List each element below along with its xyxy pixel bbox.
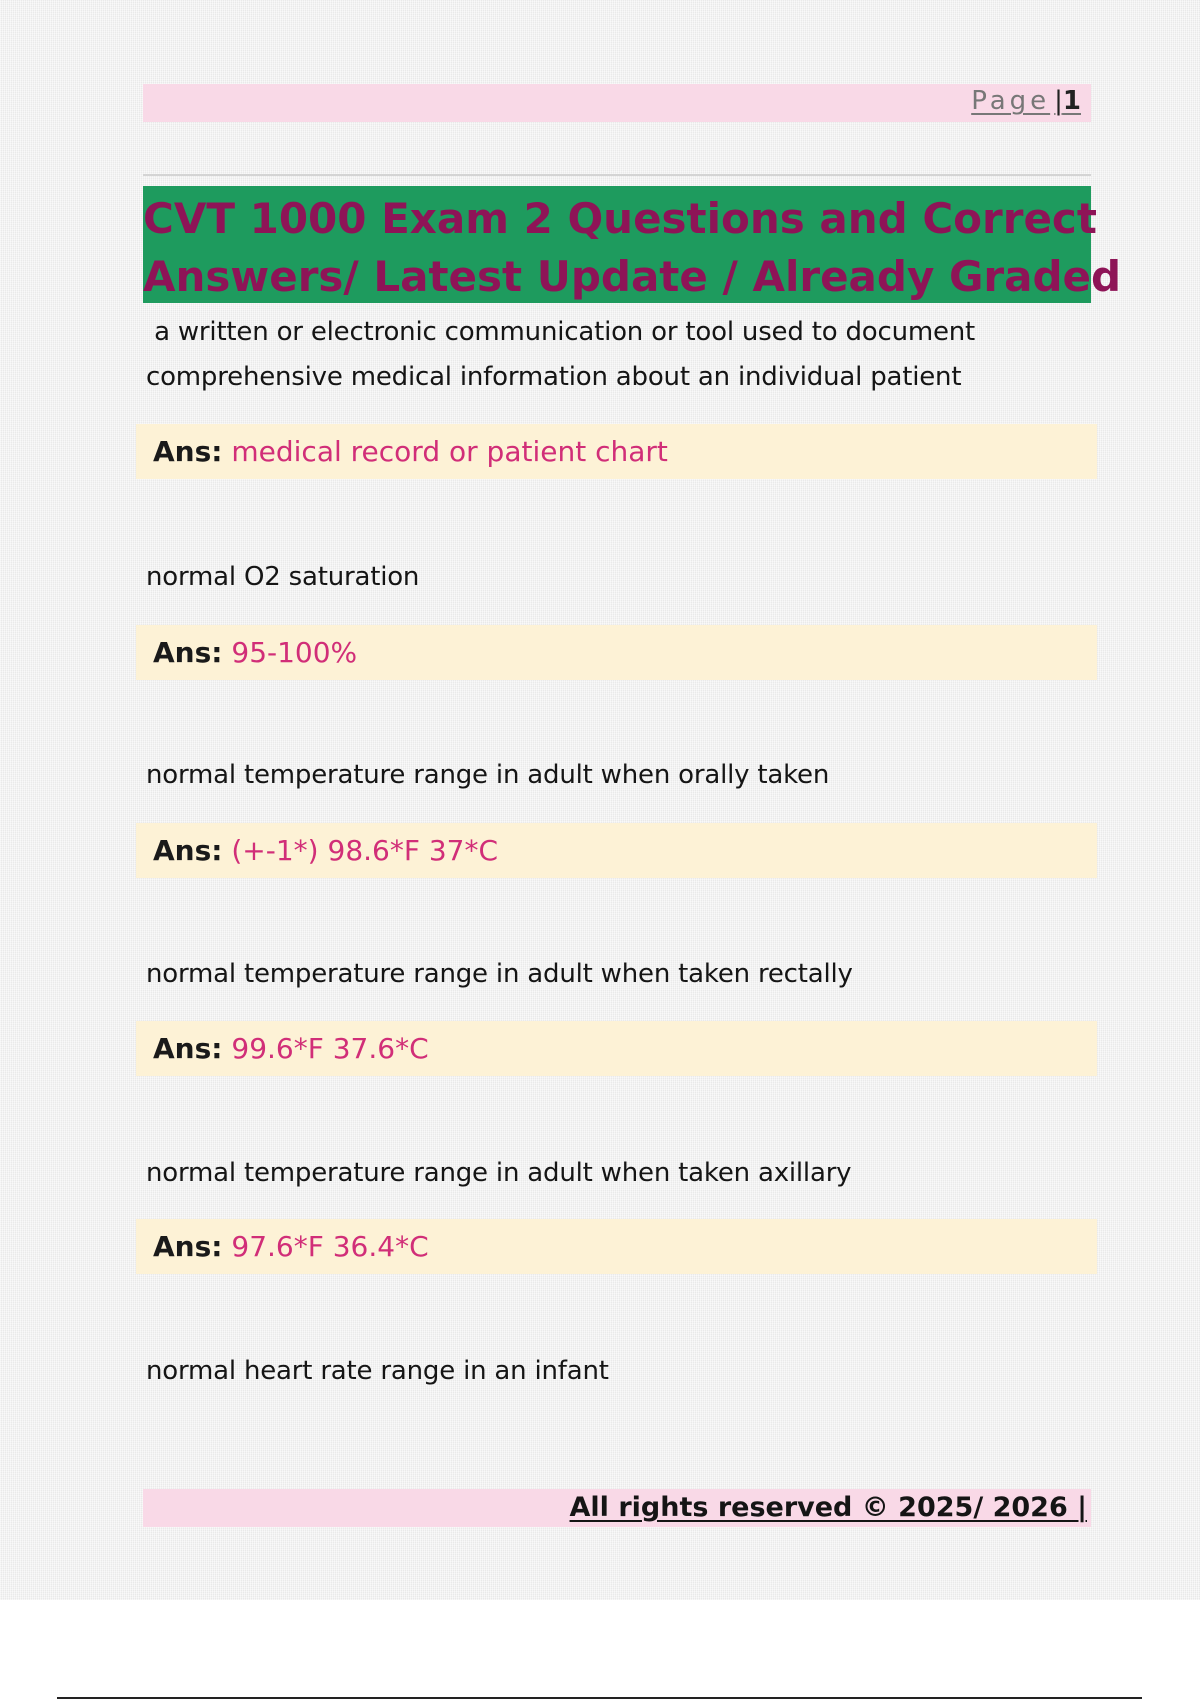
answer-5-text: 97.6*F 36.4*C [231, 1230, 429, 1263]
page-label: Page [971, 86, 1051, 116]
title-line-1: CVT 1000 Exam 2 Questions and Correct [143, 194, 1097, 243]
page-number-value: 1 [1062, 86, 1081, 116]
answer-2-text: 95-100% [231, 636, 358, 669]
question-1 [146, 310, 1046, 400]
question-3: normal temperature range in adult when orally taken [146, 760, 830, 790]
answer-3-text: (+-1*) 98.6*F 37*C [231, 834, 499, 867]
answer-5 [136, 1219, 1097, 1274]
page-number [971, 86, 1081, 116]
answer-label: Ans: [153, 1032, 223, 1065]
answer-label: Ans: [153, 435, 223, 468]
answer-1 [136, 424, 1097, 479]
question-1-line-1: a written or electronic communication or tool used to document [146, 317, 976, 347]
question-6: normal heart rate range in an infant [146, 1356, 609, 1386]
answer-4 [136, 1021, 1097, 1076]
answer-label: Ans: [153, 1230, 223, 1263]
page-header [143, 84, 1091, 122]
header-divider [143, 174, 1091, 176]
page-bottom-rule [57, 1697, 1142, 1699]
answer-label: Ans: [153, 834, 223, 867]
question-4: normal temperature range in adult when taken rectally [146, 959, 853, 989]
title-line-2: Answers/ Latest Update / Already Graded [143, 252, 1122, 301]
answer-label: Ans: [153, 636, 223, 669]
question-1-line-2: comprehensive medical information about an individual patient [146, 362, 962, 392]
document-title [143, 186, 1122, 303]
page-separator: | [1054, 86, 1063, 116]
answer-4-text: 99.6*F 37.6*C [231, 1032, 429, 1065]
question-2: normal O2 saturation [146, 562, 420, 592]
page-footer [143, 1489, 1091, 1527]
copyright-text: All rights reserved © 2025/ 2026 | [569, 1492, 1087, 1523]
answer-1-text: medical record or patient chart [231, 435, 668, 468]
question-5: normal temperature range in adult when taken axillary [146, 1158, 852, 1188]
answer-2 [136, 625, 1097, 680]
answer-3 [136, 823, 1097, 878]
